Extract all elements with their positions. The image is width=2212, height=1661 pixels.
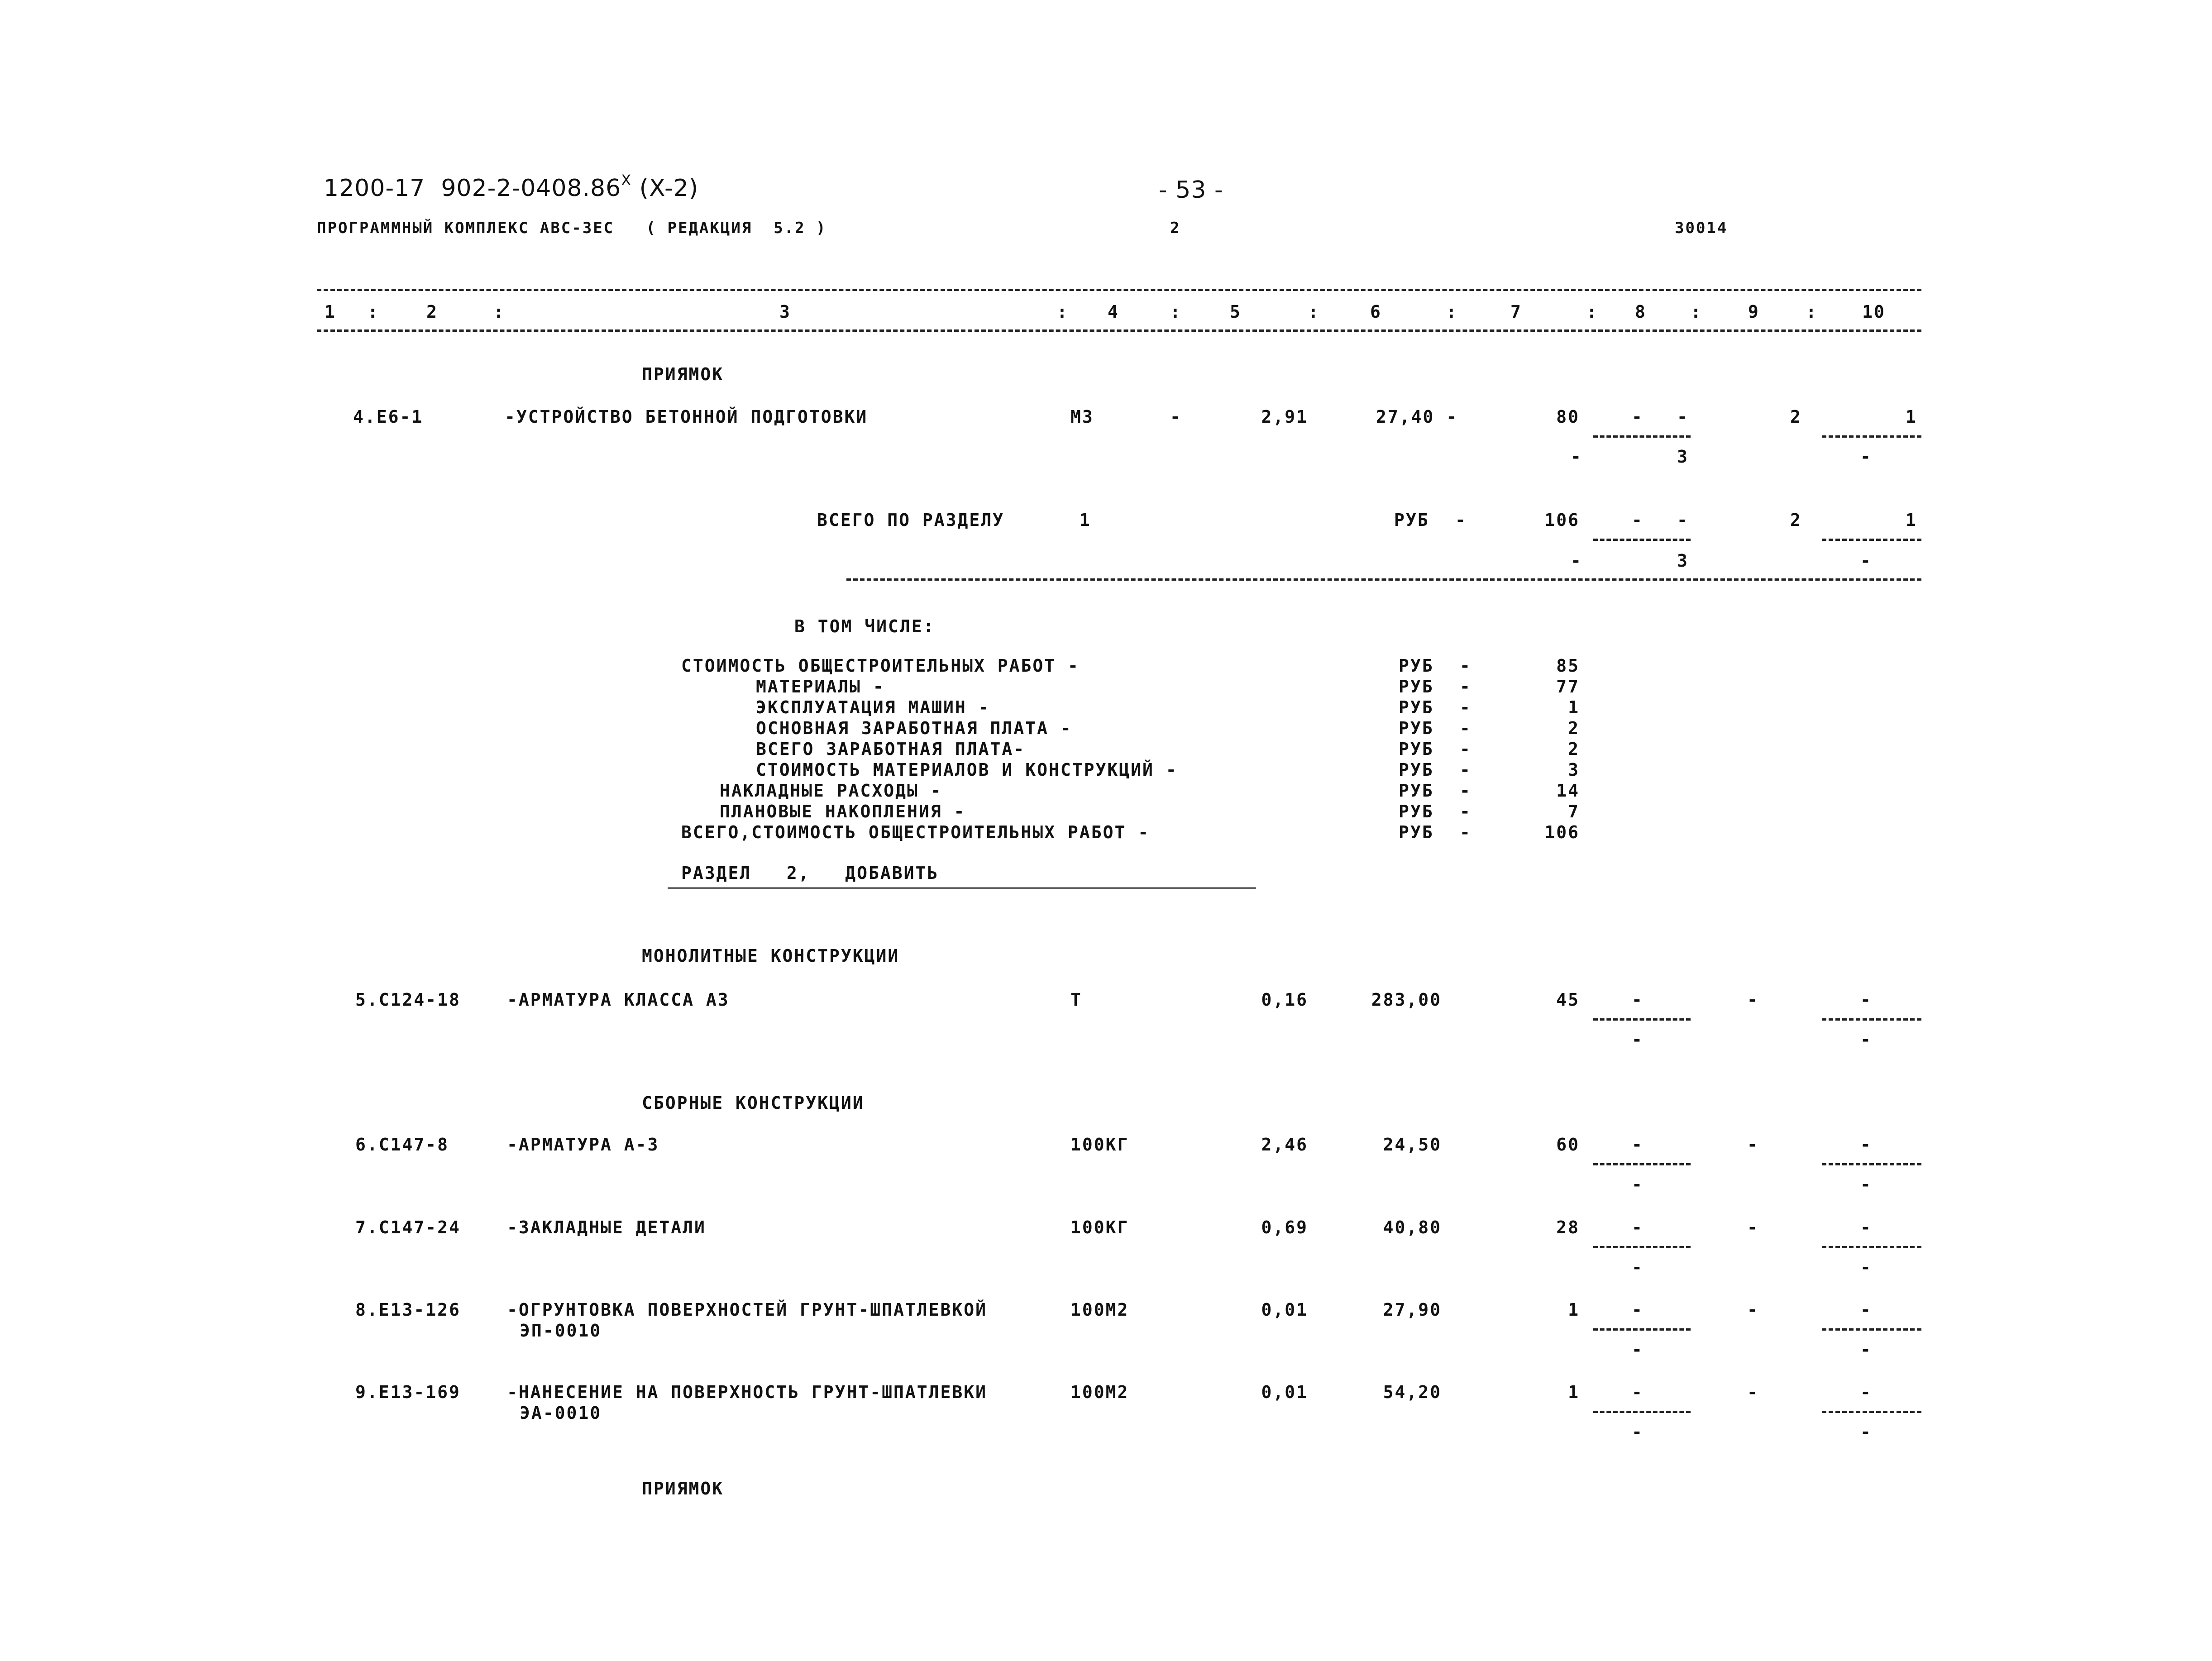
breakdown-value: 14 (1556, 781, 1580, 801)
col-sep: : (368, 302, 379, 322)
breakdown-unit: РУБ (1399, 822, 1434, 842)
row-col5-dash: - (1170, 407, 1182, 427)
section-header-razdel-2: РАЗДЕЛ 2, ДОБАВИТЬ (681, 863, 939, 883)
row-num: 5.С124-18 (355, 990, 461, 1010)
col-sep: : (1170, 302, 1182, 322)
row-col9: - (1747, 990, 1759, 1010)
breakdown-unit: РУБ (1399, 656, 1434, 676)
breakdown-dash: - (1460, 760, 1471, 780)
cell-separator (1593, 539, 1691, 541)
total-col8b: - (1677, 510, 1689, 530)
breakdown-dash: - (1460, 677, 1471, 697)
row-total: 1 (1568, 1300, 1580, 1320)
row-col9: 2 (1790, 407, 1802, 427)
cell-separator (1593, 1246, 1691, 1248)
row-num: 8.Е13-126 (355, 1300, 461, 1320)
row-col9: - (1747, 1135, 1759, 1155)
row-col8: - (1632, 1300, 1643, 1320)
total-unit: РУБ (1394, 510, 1429, 530)
row-name: -УСТРОЙСТВО БЕТОННОЙ ПОДГОТОВКИ (505, 407, 868, 427)
row-qty: 0,16 (1261, 990, 1308, 1010)
cell-separator (1822, 1246, 1921, 1248)
row-col10-sub: - (1860, 1422, 1872, 1442)
row-col9: - (1747, 1382, 1759, 1402)
row-name-cont: ЭА-0010 (520, 1403, 602, 1423)
col-sep: : (493, 302, 505, 322)
row-col10: - (1860, 990, 1872, 1010)
row-total: 45 (1556, 990, 1580, 1010)
breakdown-dash: - (1460, 739, 1471, 759)
total-section-num: 1 (1080, 510, 1091, 530)
col-header-2: 2 (426, 302, 438, 322)
row-col10: - (1860, 1217, 1872, 1237)
breakdown-value: 3 (1568, 760, 1580, 780)
breakdown-value: 85 (1556, 656, 1580, 676)
breakdown-unit: РУБ (1399, 760, 1434, 780)
row-col8b: - (1677, 407, 1689, 427)
breakdown-label: ЭКСПЛУАТАЦИЯ МАШИН - (756, 697, 990, 717)
breakdown-unit: РУБ (1399, 697, 1434, 717)
section-double-rule (668, 887, 1256, 892)
breakdown-dash: - (1460, 697, 1471, 717)
row-col8: - (1632, 990, 1643, 1010)
breakdown-value: 77 (1556, 677, 1580, 697)
row-qty: 2,46 (1261, 1135, 1308, 1155)
doc-code-main: 1200-17 902-2-0408.86 (324, 175, 621, 202)
row-price: 27,40 - (1376, 407, 1458, 427)
breakdown-label: ОСНОВНАЯ ЗАРАБОТНАЯ ПЛАТА - (756, 718, 1072, 738)
row-name-cont: ЭП-0010 (520, 1321, 602, 1341)
row-unit: 100КГ (1070, 1135, 1129, 1155)
section-title-monolit: МОНОЛИТНЫЕ КОНСТРУКЦИИ (642, 946, 900, 966)
cell-separator (1822, 435, 1921, 438)
col-header-4: 4 (1108, 302, 1119, 322)
cell-separator (1593, 435, 1691, 438)
row-col10-sub: - (1860, 1174, 1872, 1194)
row-col10: - (1860, 1135, 1872, 1155)
row-col9: - (1747, 1217, 1759, 1237)
row-col8-sub: - (1632, 1257, 1643, 1277)
breakdown-value: 1 (1568, 697, 1580, 717)
page-number: - 53 - (1159, 177, 1223, 204)
row-unit: 100М2 (1070, 1300, 1129, 1320)
top-rule-1 (317, 289, 1921, 291)
section-title-prijamok-2: ПРИЯМОК (642, 1479, 724, 1499)
cell-separator (1822, 1018, 1921, 1021)
row-total: 60 (1556, 1135, 1580, 1155)
col-header-10: 10 (1862, 302, 1886, 322)
cell-separator (1593, 1328, 1691, 1331)
breakdown-dash: - (1460, 802, 1471, 821)
row-name: -ЗАКЛАДНЫЕ ДЕТАЛИ (507, 1217, 706, 1237)
program-line: ПРОГРАММНЫЙ КОМПЛЕКС АВС-3ЕС ( РЕДАКЦИЯ 5.2 ) (317, 219, 827, 237)
breakdown-unit: РУБ (1399, 718, 1434, 738)
breakdown-label: ВСЕГО,СТОИМОСТЬ ОБЩЕСТРОИТЕЛЬНЫХ РАБОТ - (681, 822, 1150, 842)
row-name: -АРМАТУРА КЛАССА А3 (507, 990, 730, 1010)
row-unit: М3 (1070, 407, 1094, 427)
row-num: 6.С147-8 (355, 1135, 449, 1155)
cell-separator (1822, 1411, 1921, 1413)
row-price: 27,90 (1383, 1300, 1442, 1320)
col-sep: : (1446, 302, 1458, 322)
breakdown-label: ПЛАНОВЫЕ НАКОПЛЕНИЯ - (720, 802, 966, 821)
breakdown-dash: - (1460, 718, 1471, 738)
col-header-8: 8 (1635, 302, 1647, 322)
section-total-rule (846, 578, 1921, 581)
row-unit: 100КГ (1070, 1217, 1129, 1237)
breakdown-value: 106 (1544, 822, 1580, 842)
cell-separator (1593, 1411, 1691, 1413)
row-col10: - (1860, 1300, 1872, 1320)
row-price: 24,50 (1383, 1135, 1442, 1155)
row-total: 80 (1556, 407, 1580, 427)
col-header-1: 1 (325, 302, 336, 322)
breakdown-label: СТОИМОСТЬ МАТЕРИАЛОВ И КОНСТРУКЦИЙ - (756, 760, 1178, 780)
code-right: 30014 (1675, 219, 1728, 237)
cell-separator (1822, 1328, 1921, 1331)
breakdown-dash: - (1460, 656, 1471, 676)
sheet-number: 2 (1170, 219, 1181, 237)
row-col10: 1 (1906, 407, 1917, 427)
doc-code-variant: (X-2) (631, 175, 699, 202)
row-total: 28 (1556, 1217, 1580, 1237)
cell-separator (1593, 1018, 1691, 1021)
col-header-3: 3 (779, 302, 791, 322)
row-col7-sub: - (1571, 447, 1582, 467)
total-dash: - (1455, 510, 1467, 530)
section-title-sborn: СБОРНЫЕ КОНСТРУКЦИИ (642, 1093, 865, 1113)
breakdown-value: 2 (1568, 739, 1580, 759)
col-sep: : (1308, 302, 1320, 322)
section-title-prijamok: ПРИЯМОК (642, 364, 724, 384)
breakdown-title: В ТОМ ЧИСЛЕ: (794, 616, 935, 636)
breakdown-unit: РУБ (1399, 802, 1434, 821)
col-sep: : (1691, 302, 1702, 322)
row-qty: 0,01 (1261, 1382, 1308, 1402)
col-sep: : (1586, 302, 1598, 322)
row-qty: 2,91 (1261, 407, 1308, 427)
row-col8-sub: - (1632, 1340, 1643, 1360)
row-unit: Т (1070, 990, 1082, 1010)
breakdown-value: 2 (1568, 718, 1580, 738)
row-col10-sub: - (1860, 447, 1872, 467)
breakdown-dash: - (1460, 781, 1471, 801)
breakdown-label: СТОИМОСТЬ ОБЩЕСТРОИТЕЛЬНЫХ РАБОТ - (681, 656, 1080, 676)
row-col8a: - (1632, 407, 1643, 427)
total-col10: 1 (1906, 510, 1917, 530)
row-col10-sub: - (1860, 1030, 1872, 1050)
cell-separator (1593, 1163, 1691, 1165)
row-col10-sub: - (1860, 1340, 1872, 1360)
total-label: ВСЕГО ПО РАЗДЕЛУ (817, 510, 1005, 530)
row-num: 9.Е13-169 (355, 1382, 461, 1402)
row-price: 54,20 (1383, 1382, 1442, 1402)
total-col7-sub: - (1571, 551, 1582, 571)
row-col8: - (1632, 1135, 1643, 1155)
col-header-9: 9 (1748, 302, 1760, 322)
breakdown-label: ВСЕГО ЗАРАБОТНАЯ ПЛАТА- (756, 739, 1026, 759)
row-col8: - (1632, 1217, 1643, 1237)
breakdown-dash: - (1460, 822, 1471, 842)
breakdown-unit: РУБ (1399, 781, 1434, 801)
row-total: 1 (1568, 1382, 1580, 1402)
cell-separator (1822, 539, 1921, 541)
cell-separator (1822, 1163, 1921, 1165)
row-name: -ОГРУНТОВКА ПОВЕРХНОСТЕЙ ГРУНТ-ШПАТЛЕВКОЙ (507, 1300, 987, 1320)
row-col8-sub: - (1632, 1030, 1643, 1050)
row-col10-sub: - (1860, 1257, 1872, 1277)
row-name: -НАНЕСЕНИЕ НА ПОВЕРХНОСТЬ ГРУНТ-ШПАТЛЕВКИ (507, 1382, 987, 1402)
row-col8: - (1632, 1382, 1643, 1402)
doc-code-superscript: X (621, 172, 632, 189)
total-col10-sub: - (1860, 551, 1872, 571)
total-col8-sub: 3 (1677, 551, 1689, 571)
breakdown-value: 7 (1568, 802, 1580, 821)
breakdown-label: МАТЕРИАЛЫ - (756, 677, 885, 697)
breakdown-unit: РУБ (1399, 677, 1434, 697)
col-header-5: 5 (1230, 302, 1242, 322)
row-price: 40,80 (1383, 1217, 1442, 1237)
total-col8a: - (1632, 510, 1643, 530)
col-sep: : (1057, 302, 1069, 322)
row-unit: 100М2 (1070, 1382, 1129, 1402)
breakdown-unit: РУБ (1399, 739, 1434, 759)
row-col10: - (1860, 1382, 1872, 1402)
row-name: -АРМАТУРА А-3 (507, 1135, 659, 1155)
col-header-7: 7 (1510, 302, 1522, 322)
row-col8-sub: - (1632, 1422, 1643, 1442)
total-value: 106 (1544, 510, 1580, 530)
row-col8-sub: 3 (1677, 447, 1689, 467)
row-qty: 0,69 (1261, 1217, 1308, 1237)
row-num: 4.Е6-1 (353, 407, 424, 427)
row-col8-sub: - (1632, 1174, 1643, 1194)
breakdown-label: НАКЛАДНЫЕ РАСХОДЫ - (720, 781, 942, 801)
row-col9: - (1747, 1300, 1759, 1320)
col-header-6: 6 (1370, 302, 1382, 322)
total-col9: 2 (1790, 510, 1802, 530)
top-rule-2 (317, 329, 1921, 332)
doc-code (324, 172, 699, 202)
col-sep: : (1806, 302, 1818, 322)
row-price: 283,00 (1371, 990, 1442, 1010)
row-num: 7.С147-24 (355, 1217, 461, 1237)
row-qty: 0,01 (1261, 1300, 1308, 1320)
